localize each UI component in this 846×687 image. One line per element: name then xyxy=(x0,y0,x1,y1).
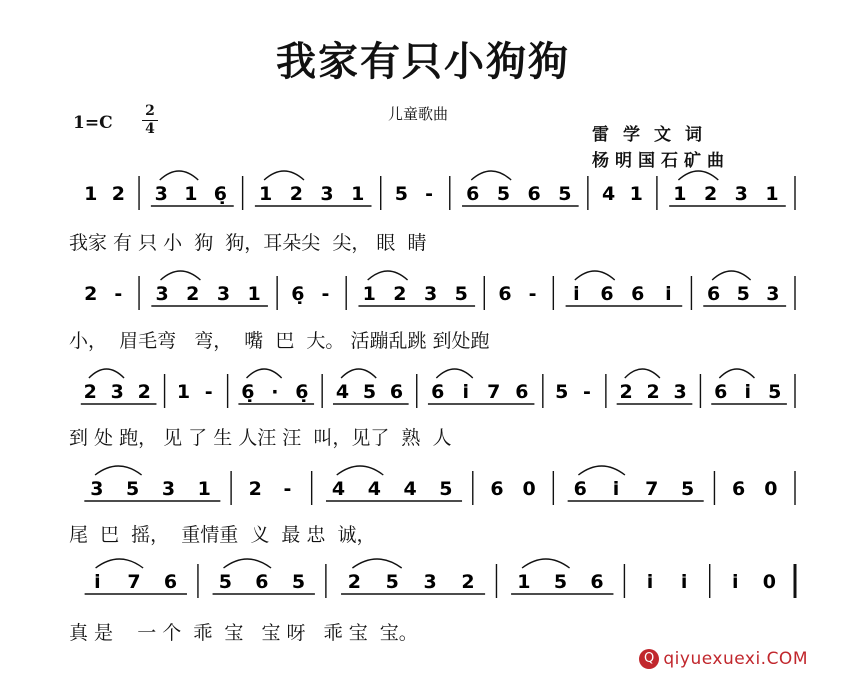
note: i xyxy=(744,381,751,403)
note: 2 xyxy=(84,283,98,305)
note: 2 xyxy=(137,381,151,403)
note: 5 xyxy=(768,381,782,403)
note: 6 xyxy=(731,478,746,500)
note: 3 xyxy=(320,183,334,205)
note: 6 xyxy=(590,571,604,593)
note: 2 xyxy=(83,381,97,403)
note: 5 xyxy=(218,571,232,593)
note: 3 xyxy=(154,183,168,205)
note: 5 xyxy=(394,183,409,205)
note: 5 xyxy=(439,478,453,500)
note: 2 xyxy=(347,571,361,593)
note: 5 xyxy=(385,571,399,593)
note: i xyxy=(462,381,470,403)
slur xyxy=(96,559,144,568)
slur xyxy=(575,271,615,280)
note: 0 xyxy=(522,478,536,500)
note: 3 xyxy=(216,283,231,305)
slur xyxy=(161,271,201,280)
note: 6 xyxy=(490,478,504,500)
note: - xyxy=(583,381,591,403)
note: 4 xyxy=(601,183,616,205)
note: 0 xyxy=(764,478,778,500)
note: 2 xyxy=(111,183,125,205)
note: i xyxy=(732,571,739,593)
note: i xyxy=(665,283,672,305)
note: 3 xyxy=(766,283,780,305)
note: 6̣ xyxy=(291,283,305,305)
note: 4 xyxy=(335,381,350,403)
note: 6 xyxy=(515,381,529,403)
watermark-text: qiyuexuexi.COM xyxy=(663,649,808,669)
note: 2 xyxy=(186,283,200,305)
slur xyxy=(471,171,511,180)
note: i xyxy=(94,571,101,593)
note: - xyxy=(528,283,537,305)
note: 6 xyxy=(431,381,445,403)
note: 6 xyxy=(707,283,721,305)
slur xyxy=(719,369,754,378)
slur xyxy=(578,466,625,475)
note: 7 xyxy=(487,381,501,403)
note: 2 xyxy=(461,571,475,593)
slur xyxy=(247,369,282,378)
note: 2 xyxy=(703,183,718,205)
note: - xyxy=(283,478,292,500)
note: 6 xyxy=(163,571,178,593)
note: 6̣ xyxy=(295,381,309,403)
lyrics-line: 真 是 一 个 乖 宝 宝 呀 乖 宝 宝。 xyxy=(69,622,418,644)
note: 1 xyxy=(673,183,687,205)
composer-credit: 杨明国石矿曲 xyxy=(592,151,730,171)
note: - xyxy=(321,283,330,305)
note: 4 xyxy=(403,478,417,500)
note: 3 xyxy=(423,571,437,593)
note: 3 xyxy=(734,183,748,205)
note: i xyxy=(680,571,688,593)
note: 1 xyxy=(259,183,273,205)
note: 6 xyxy=(631,283,645,305)
slur xyxy=(224,559,272,568)
note: 5 xyxy=(126,478,140,500)
note: 5 xyxy=(680,478,695,500)
slur xyxy=(368,271,408,280)
note: 7 xyxy=(127,571,141,593)
note: 6 xyxy=(255,571,269,593)
note: 1 xyxy=(184,183,198,205)
note: i xyxy=(573,283,580,305)
slur xyxy=(712,271,750,280)
note: 6 xyxy=(714,381,728,403)
note: - xyxy=(114,283,123,305)
slur xyxy=(678,171,718,180)
note: 6 xyxy=(600,283,614,305)
note: 5 xyxy=(454,283,468,305)
note: - xyxy=(425,183,433,205)
slur xyxy=(337,466,384,475)
watermark-logo-icon: Q xyxy=(639,649,659,669)
slur xyxy=(625,369,660,378)
lyrics-line: 小， 眉毛弯 弯， 嘴 巴 大。 活蹦乱跳 到处跑 xyxy=(69,330,490,352)
note: 3 xyxy=(155,283,169,305)
note: 3 xyxy=(423,283,438,305)
song-genre: 儿童歌曲 xyxy=(388,105,449,123)
note: 6 xyxy=(389,381,404,403)
note: 5 xyxy=(553,571,568,593)
note: 1 xyxy=(176,381,191,403)
note: 3 xyxy=(673,381,687,403)
slur xyxy=(436,369,472,378)
note: 0 xyxy=(762,571,777,593)
note: 5 xyxy=(291,571,306,593)
watermark xyxy=(639,649,808,669)
slur xyxy=(160,171,198,180)
note: i xyxy=(612,478,620,500)
note: 4 xyxy=(331,478,346,500)
slur xyxy=(95,466,142,475)
note: 3 xyxy=(90,478,104,500)
lyricist-credit: 雷学文词 xyxy=(592,125,716,145)
note: 2 xyxy=(248,478,262,500)
note: 6 xyxy=(573,478,587,500)
note: 1 xyxy=(517,571,531,593)
note: 1 xyxy=(629,183,643,205)
time-signature-top: 2 xyxy=(145,103,155,119)
note: 1 xyxy=(351,183,365,205)
slur xyxy=(264,171,304,180)
lyrics-line: 到 处 跑， 见 了 生 人汪 汪 叫，见了 熟 人 xyxy=(69,427,452,449)
note: 3 xyxy=(110,381,124,403)
note: - xyxy=(204,381,213,403)
note: 4 xyxy=(367,478,381,500)
time-signature-bottom: 4 xyxy=(145,121,155,137)
note: · xyxy=(271,381,279,403)
note: 6 xyxy=(498,283,512,305)
note: i xyxy=(646,571,654,593)
note: 6 xyxy=(527,183,541,205)
slur xyxy=(352,559,401,568)
note: 1 xyxy=(362,283,376,305)
note: 5 xyxy=(558,183,572,205)
note: 1 xyxy=(84,183,98,205)
note: 6 xyxy=(466,183,480,205)
lyrics-line: 尾 巴 摇， 重情重 义 最 忠 诚， xyxy=(69,524,376,546)
slur xyxy=(89,369,124,378)
note: 2 xyxy=(289,183,303,205)
slur xyxy=(341,369,376,378)
note: 2 xyxy=(619,381,633,403)
note: 3 xyxy=(161,478,176,500)
note: 2 xyxy=(646,381,660,403)
slur xyxy=(522,559,570,568)
song-title: 我家有只小狗狗 xyxy=(276,39,570,85)
note: 2 xyxy=(393,283,407,305)
key-signature: 1=C xyxy=(73,113,113,133)
note: 1 xyxy=(247,283,261,305)
note: 5 xyxy=(555,381,569,403)
note: 1 xyxy=(765,183,779,205)
note: 5 xyxy=(362,381,377,403)
note: 7 xyxy=(645,478,659,500)
note: 6̣ xyxy=(241,381,255,403)
note: 5 xyxy=(496,183,511,205)
note: 5 xyxy=(736,283,750,305)
note: 1 xyxy=(197,478,211,500)
lyrics-line: 我家 有 只 小 狗 狗，耳朵尖 尖， 眼 睛 xyxy=(69,232,427,254)
note: 6̣ xyxy=(213,183,228,205)
